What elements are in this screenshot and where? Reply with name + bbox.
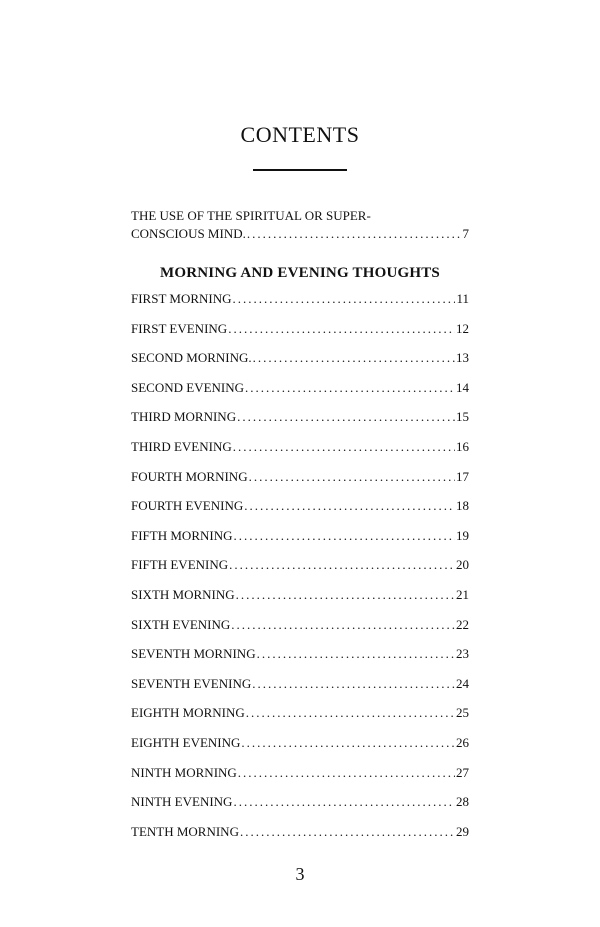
toc-entry-line: [131, 438, 469, 456]
dot-leader: [245, 379, 455, 397]
toc-entry[interactable]: [131, 675, 469, 705]
dot-leader: [238, 764, 455, 782]
toc-entry-label: SEVENTH EVENING: [131, 675, 252, 691]
toc-entry-label: TENTH MORNING: [131, 823, 239, 839]
toc-entry-label: SIXTH EVENING: [131, 616, 231, 632]
intro-entry[interactable]: [131, 207, 469, 243]
toc-entry-label: THIRD MORNING: [131, 409, 237, 425]
toc-entry[interactable]: [131, 349, 469, 379]
dot-leader: [236, 586, 455, 604]
toc-entry-line: [131, 734, 469, 752]
toc-entry-label: FOURTH EVENING: [131, 498, 244, 514]
toc-entry-label: SECOND EVENING: [131, 379, 245, 395]
toc-entry-page: 28: [456, 794, 469, 810]
toc-entry[interactable]: [131, 704, 469, 734]
toc-entry-label: NINTH MORNING: [131, 764, 237, 780]
dot-leader: [233, 438, 455, 456]
dot-leader: [228, 320, 455, 338]
toc-entry[interactable]: [131, 290, 469, 320]
toc-entry-line: [131, 616, 469, 634]
toc-entry-page: 25: [456, 705, 469, 721]
dot-leader: [249, 468, 455, 486]
toc-entry-line: [131, 349, 469, 367]
toc-entry-line: [131, 675, 469, 693]
toc-entry-line: [131, 823, 469, 841]
toc-entry-line: [131, 290, 469, 308]
toc-entry-line: [131, 408, 469, 426]
dot-leader: [252, 675, 455, 693]
toc-entry-page: 22: [456, 616, 469, 632]
toc-entry-label: FIFTH EVENING: [131, 557, 229, 573]
title-divider: [253, 169, 347, 171]
toc-entry-page: 27: [456, 764, 469, 780]
dot-leader: [233, 527, 455, 545]
toc-entry-line: [131, 468, 469, 486]
dot-leader: [246, 704, 455, 722]
toc-entry-page: 13: [456, 350, 469, 366]
dot-leader: [257, 645, 455, 663]
toc-entry-label: SEVENTH MORNING: [131, 646, 256, 662]
dot-leader: [247, 225, 462, 243]
toc-entry[interactable]: [131, 616, 469, 646]
toc-entry-line: [131, 320, 469, 338]
dot-leader: [229, 556, 455, 574]
intro-entry-line2: [131, 225, 469, 243]
toc-entry-line: [131, 556, 469, 574]
toc-entry[interactable]: [131, 645, 469, 675]
dot-leader: [233, 290, 456, 308]
toc-entry-page: 16: [456, 438, 469, 454]
dot-leader: [233, 793, 455, 811]
intro-entry-label-line1: THE USE OF THE SPIRITUAL OR SUPER-: [131, 208, 371, 223]
page-title: CONTENTS: [240, 122, 360, 147]
toc-entry-page: 17: [456, 468, 469, 484]
toc-entry-page: 20: [456, 557, 469, 573]
toc-entry-page: 12: [456, 320, 469, 336]
toc-entry-line: [131, 527, 469, 545]
toc-entry-label: EIGHTH MORNING: [131, 705, 245, 721]
toc-entry-line: [131, 497, 469, 515]
toc-entry-label: FIFTH MORNING: [131, 527, 233, 543]
toc-entry[interactable]: [131, 823, 469, 853]
toc-entry-label: SIXTH MORNING: [131, 586, 235, 602]
toc-entry-label: FOURTH MORNING: [131, 468, 248, 484]
dot-leader: [240, 823, 455, 841]
toc-entry-line: [131, 379, 469, 397]
toc-entry-page: 19: [456, 527, 469, 543]
intro-entry-page: 7: [462, 226, 469, 241]
toc-entry-label: THIRD EVENING: [131, 438, 232, 454]
dot-leader: [253, 349, 455, 367]
toc-entry-line: [131, 586, 469, 604]
toc-entry-page: 24: [456, 675, 469, 691]
toc-entry-label: NINTH EVENING: [131, 794, 233, 810]
dot-leader: [237, 408, 455, 426]
toc-list: [131, 290, 469, 852]
toc-entry-page: 11: [456, 291, 469, 306]
toc-entry-line: [131, 645, 469, 663]
toc-entry[interactable]: [131, 438, 469, 468]
toc-entry[interactable]: [131, 527, 469, 557]
toc-entry-label: FIRST MORNING: [131, 291, 232, 306]
toc-entry-line: [131, 704, 469, 722]
toc-entry-line: [131, 764, 469, 782]
toc-entry-page: 18: [456, 498, 469, 514]
toc-entry[interactable]: [131, 764, 469, 794]
toc-entry[interactable]: [131, 556, 469, 586]
toc-entry[interactable]: [131, 734, 469, 764]
toc-entry[interactable]: [131, 497, 469, 527]
toc-entry-page: 14: [456, 379, 469, 395]
toc-entry-line: [131, 793, 469, 811]
toc-entry-label: FIRST EVENING: [131, 320, 228, 336]
toc-entry[interactable]: [131, 586, 469, 616]
toc-entry-page: 23: [456, 646, 469, 662]
toc-entry-page: 21: [456, 586, 469, 602]
toc-entry-page: 26: [456, 734, 469, 750]
toc-entry-label: EIGHTH EVENING: [131, 734, 241, 750]
section-heading: MORNING AND EVENING THOUGHTS: [160, 265, 440, 281]
intro-entry-label-line2: CONSCIOUS MIND.: [131, 226, 246, 241]
toc-entry[interactable]: [131, 793, 469, 823]
dot-leader: [231, 616, 455, 634]
toc-entry[interactable]: [131, 408, 469, 438]
toc-entry[interactable]: [131, 320, 469, 350]
dot-leader: [244, 497, 455, 515]
toc-entry[interactable]: [131, 379, 469, 409]
toc-entry[interactable]: [131, 468, 469, 498]
toc-entry-page: 15: [456, 409, 469, 425]
toc-entry-page: 29: [456, 823, 469, 839]
toc-entry-label: SECOND MORNING.: [131, 350, 252, 366]
dot-leader: [241, 734, 455, 752]
page-number: 3: [295, 864, 305, 884]
